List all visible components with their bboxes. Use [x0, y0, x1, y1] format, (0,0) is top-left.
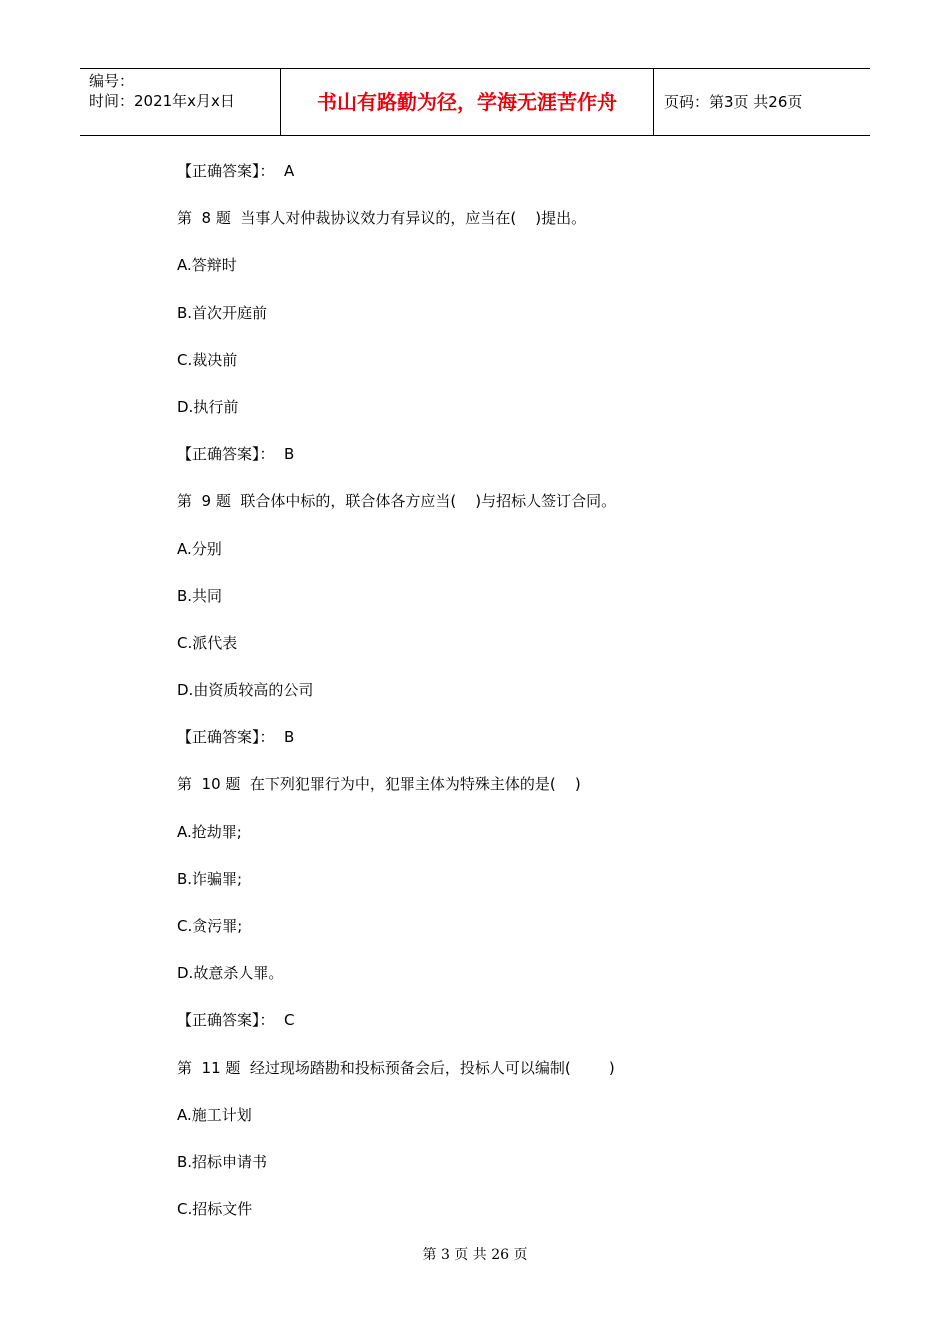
content-line: 【正确答案】： B	[177, 728, 295, 747]
content-line: 第 11 题 经过现场踏勘和投标预备会后，投标人可以编制( )	[177, 1058, 615, 1077]
content-line: 第 8 题 当事人对仲裁协议效力有异议的，应当在( )提出。	[177, 209, 587, 228]
content-line: D.执行前	[177, 397, 239, 416]
content-line: 第 10 题 在下列犯罪行为中，犯罪主体为特殊主体的是( )	[177, 775, 581, 794]
content-line: B.诈骗罪;	[177, 869, 243, 888]
content-line: C.派代表	[177, 633, 238, 652]
content-line: D.由资质较高的公司	[177, 681, 314, 700]
number-label: 编号：	[89, 72, 135, 90]
content-line: A.答辩时	[177, 256, 237, 275]
content-line: 第 9 题 联合体中标的，联合体各方应当( )与招标人签订合同。	[177, 492, 617, 511]
header-meta	[80, 69, 281, 135]
content-line: D.故意杀人罪。	[177, 964, 284, 983]
content-line: C.招标文件	[177, 1200, 253, 1219]
page-header	[80, 68, 870, 136]
content-line: B.共同	[177, 586, 223, 605]
content-line: B.首次开庭前	[177, 303, 268, 322]
question-content	[177, 157, 857, 1242]
content-line: A.抢劫罪;	[177, 822, 242, 841]
content-line: B.招标申请书	[177, 1152, 268, 1171]
content-line: A.分别	[177, 539, 222, 558]
content-line: 【正确答案】： A	[177, 162, 295, 180]
content-line: C.裁决前	[177, 350, 238, 369]
header-page-label: 页码：第3页 共26页	[664, 93, 803, 111]
content-line: 【正确答案】： C	[177, 1011, 295, 1030]
time-label: 时间：2021年x月x日	[89, 92, 235, 110]
header-slogan: 书山有路勤为径，学海无涯苦作舟	[281, 69, 654, 135]
content-line: A.施工计划	[177, 1105, 252, 1124]
page-footer: 第 3 页 共 26 页	[422, 1247, 528, 1263]
content-line: 【正确答案】： B	[177, 445, 295, 464]
content-line: C.贪污罪;	[177, 917, 243, 935]
